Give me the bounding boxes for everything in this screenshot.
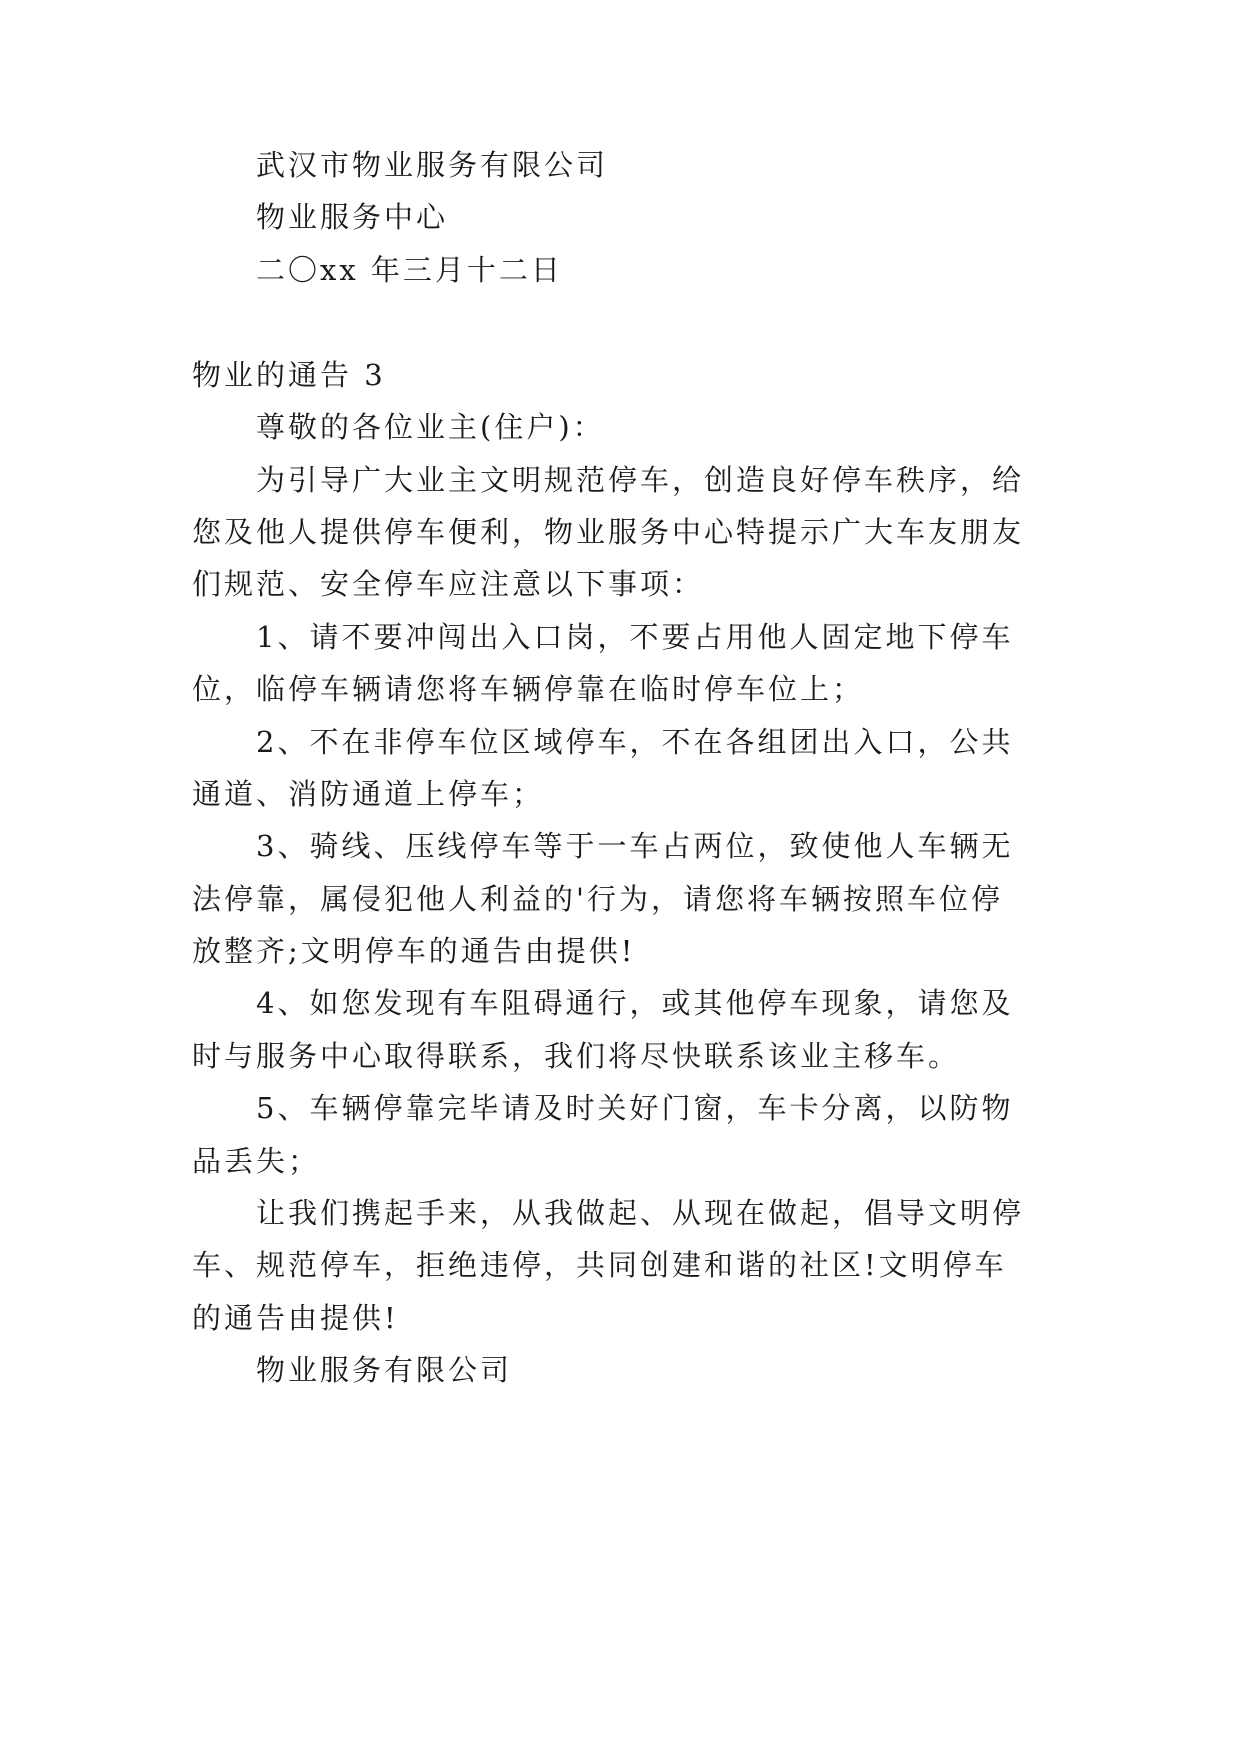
closing-line-1: 让我们携起手来，从我做起、从现在做起，倡导文明停: [256, 1196, 1025, 1230]
item3-line-2: 法停靠，属侵犯他人利益的'行为，请您将车辆按照车位停: [192, 882, 1003, 916]
intro-line-3: 们规范、安全停车应注意以下事项：: [192, 567, 705, 601]
intro-line-1: 为引导广大业主文明规范停车，创造良好停车秩序，给: [256, 463, 1025, 497]
item1-line-2: 位，临停车辆请您将车辆停靠在临时停车位上；: [192, 672, 865, 706]
item5-line-1: 5、车辆停靠完毕请及时关好门窗，车卡分离，以防物: [256, 1091, 1014, 1125]
item3-line-1: 3、骑线、压线停车等于一车占两位，致使他人车辆无: [256, 829, 1014, 863]
item2-line-2: 通道、消防通道上停车；: [192, 777, 545, 811]
item5-line-2: 品丢失；: [192, 1144, 321, 1178]
notice-salutation: 尊敬的各位业主(住户)：: [256, 410, 605, 444]
signature-department: 物业服务中心: [256, 200, 449, 234]
item3-line-3: 放整齐;文明停车的通告由提供!: [192, 934, 636, 968]
item2-line-1: 2、不在非停车位区域停车，不在各组团出入口，公共: [256, 725, 1014, 759]
closing-line-2: 车、规范停车，拒绝违停，共同创建和谐的社区!文明停车: [192, 1248, 1007, 1282]
item1-line-1: 1、请不要冲闯出入口岗，不要占用他人固定地下停车: [256, 620, 1014, 654]
notice-title: 物业的通告 3: [192, 358, 386, 392]
item4-line-2: 时与服务中心取得联系，我们将尽快联系该业主移车。: [192, 1039, 961, 1073]
intro-line-2: 您及他人提供停车便利，物业服务中心特提示广大车友朋友: [192, 515, 1025, 549]
signature-date: 二〇xx 年三月十二日: [256, 253, 563, 287]
closing-line-3: 的通告由提供!: [192, 1301, 399, 1335]
signature-company: 武汉市物业服务有限公司: [256, 148, 609, 182]
item4-line-1: 4、如您发现有车阻碍通行，或其他停车现象，请您及: [256, 986, 1014, 1020]
notice-signature: 物业服务有限公司: [256, 1353, 513, 1387]
